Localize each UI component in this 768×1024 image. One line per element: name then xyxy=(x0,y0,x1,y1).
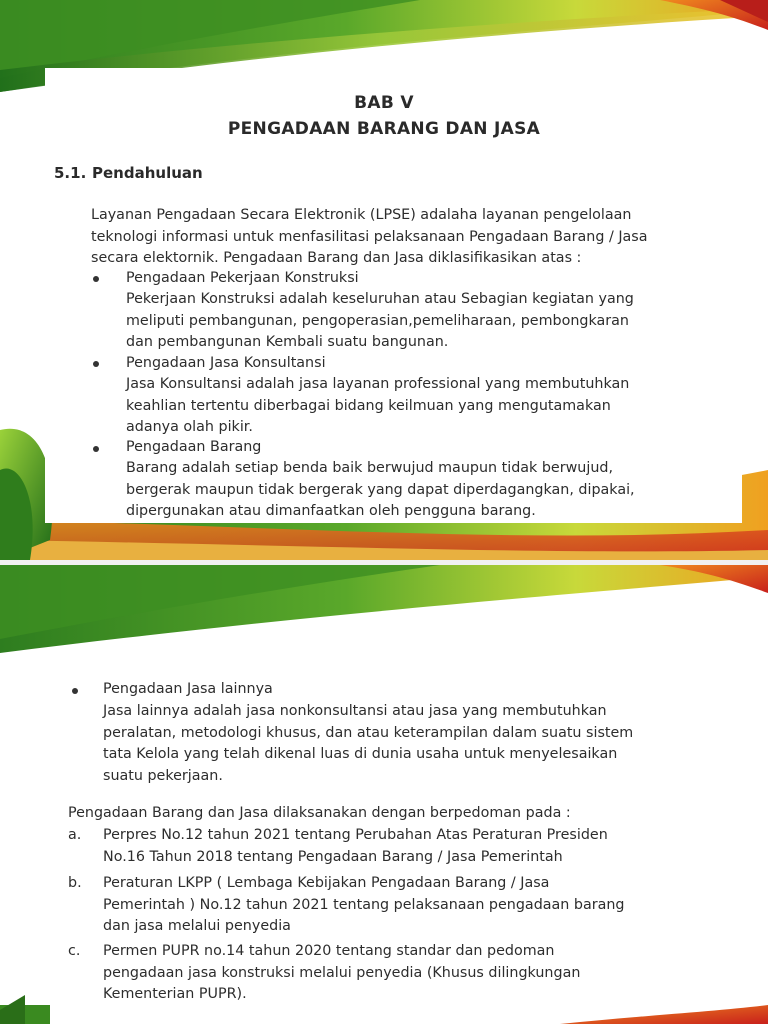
section-title: Pendahuluan xyxy=(92,164,203,182)
list-item xyxy=(103,825,738,868)
list-marker: a. xyxy=(68,827,82,843)
bullet-line: tata Kelola yang telah dikenal luas di dunia usaha untuk menyelesaikan xyxy=(103,746,618,762)
slide-2 xyxy=(0,565,768,1024)
bullet-heading: Pengadaan Jasa lainnya xyxy=(103,681,273,697)
bullet-dot xyxy=(93,361,99,367)
chapter-subtitle: PENGADAAN BARANG DAN JASA xyxy=(227,119,541,139)
bullet-body xyxy=(103,701,738,787)
bullet-line: peralatan, metodologi khusus, dan atau keterampilan dalam suatu sistem xyxy=(103,724,634,741)
list-line: No.16 Tahun 2018 tentang Pengadaan Barang / Jasa Pemerintah xyxy=(103,848,563,865)
bullet-line: meliputi pembangunan, pengoperasian,pemeliharaan, pembongkaran xyxy=(126,312,629,329)
bullet-body xyxy=(126,289,736,354)
list-line: Perpres No.12 tahun 2021 tentang Perubahan Atas Peraturan Presiden xyxy=(103,827,608,843)
section-number: 5.1. xyxy=(54,164,87,182)
bullet-heading: Pengadaan Pekerjaan Konstruksi xyxy=(126,270,359,286)
bullet-dot xyxy=(93,276,99,282)
chapter-title: BAB V xyxy=(354,93,414,113)
list-item xyxy=(103,941,738,1006)
list-marker: c. xyxy=(68,943,81,959)
bullet-body xyxy=(126,458,736,523)
bullet-line: Barang adalah setiap benda baik berwujud maupun tidak berwujud, xyxy=(126,460,614,476)
bullet-body xyxy=(126,374,736,439)
bullet-line: dipergunakan atau dimanfaatkan oleh pengguna barang. xyxy=(126,503,536,519)
bullet-heading: Pengadaan Barang xyxy=(126,439,262,455)
list-item xyxy=(103,873,738,938)
intro-paragraph xyxy=(91,205,735,270)
list-marker: b. xyxy=(68,875,82,891)
bullet-line: Pekerjaan Konstruksi adalah keseluruhan atau Sebagian kegiatan yang xyxy=(126,291,634,307)
intro-line: Layanan Pengadaan Secara Elektronik (LPSE) adalaha layanan pengelolaan xyxy=(91,207,632,223)
bullet-line: keahlian tertentu diberbagai bidang keilmuan yang mengutamakan xyxy=(126,397,611,414)
list-line: Peraturan LKPP ( Lembaga Kebijakan Pengadaan Barang / Jasa xyxy=(103,875,550,891)
bullet-line: suatu pekerjaan. xyxy=(103,767,223,784)
bullet-line: Jasa lainnya adalah jasa nonkonsultansi atau jasa yang membutuhkan xyxy=(103,703,607,719)
bullet-line: Jasa Konsultansi adalah jasa layanan professional yang membutuhkan xyxy=(126,376,630,392)
list-line: Pemerintah ) No.12 tahun 2021 tentang pelaksanaan pengadaan barang xyxy=(103,896,625,913)
list-line: Kementerian PUPR). xyxy=(103,986,247,1002)
bullet-line: bergerak maupun tidak bergerak yang dapat diperdagangkan, dipakai, xyxy=(126,481,635,498)
bullet-line: adanya olah pikir. xyxy=(126,419,253,435)
bullet-heading: Pengadaan Jasa Konsultansi xyxy=(126,355,326,371)
list-line: Permen PUPR no.14 tahun 2020 tentang standar dan pedoman xyxy=(103,943,555,959)
bullet-dot xyxy=(72,688,78,694)
bullet-line: dan pembangunan Kembali suatu bangunan. xyxy=(126,334,449,350)
list-line: pengadaan jasa konstruksi melalui penyedia (Khusus dilingkungan xyxy=(103,964,581,981)
bullet-dot xyxy=(93,446,99,452)
intro-line: teknologi informasi untuk menfasilitasi pelaksanaan Pengadaan Barang / Jasa xyxy=(91,228,648,245)
guidelines-intro: Pengadaan Barang dan Jasa dilaksanakan dengan berpedoman pada : xyxy=(68,805,571,821)
list-line: dan jasa melalui penyedia xyxy=(103,918,291,934)
intro-line: secara elektornik. Pengadaan Barang dan Jasa diklasifikasikan atas : xyxy=(91,250,582,266)
